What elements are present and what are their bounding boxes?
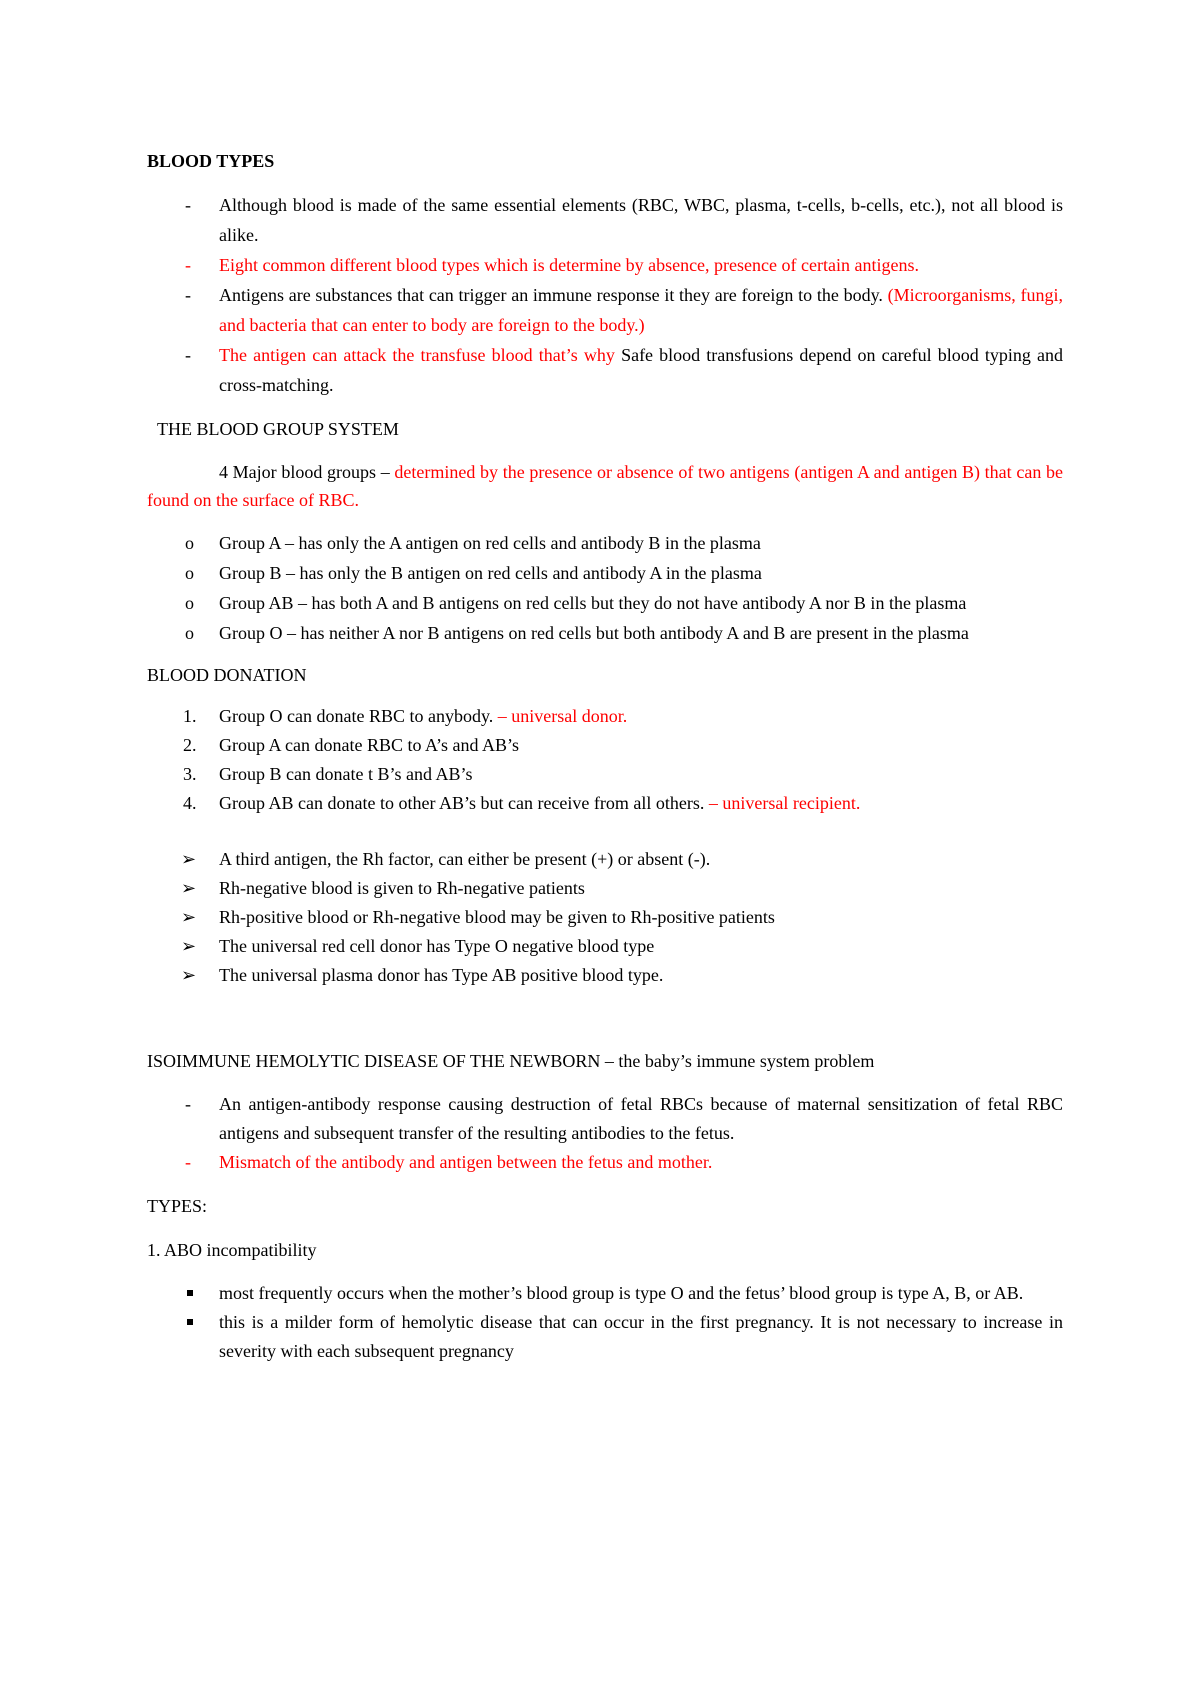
dash-marker: -: [185, 195, 191, 215]
list-item: [147, 588, 1063, 618]
item-red-text: – universal recipient.: [708, 793, 861, 813]
group-system-intro: [147, 458, 1063, 514]
item-text: Group O – has neither A nor B antigens on red cells but both antibody A and B are present in the plasma: [219, 623, 969, 643]
item-text: Group B can donate t B’s and AB’s: [219, 764, 473, 784]
circle-marker: o: [185, 593, 194, 613]
group-system-heading: THE BLOOD GROUP SYSTEM: [157, 419, 399, 439]
list-item: [147, 731, 1063, 760]
list-item: [147, 618, 1063, 648]
dash-marker: -: [185, 285, 191, 305]
item-red-text: (Microorganisms, fungi, and bacteria that can enter to body are foreign to the body.): [219, 285, 1063, 335]
item-text: Rh-positive blood or Rh-negative blood may be given to Rh-positive patients: [219, 907, 775, 927]
item-text: Group AB – has both A and B antigens on red cells but they do not have antibody A nor B in the plasma: [219, 593, 967, 613]
arrow-bullet-icon: ➢: [181, 907, 197, 927]
dash-marker: -: [185, 345, 191, 365]
item-red-text: Mismatch of the antibody and antigen between the fetus and mother.: [219, 1152, 713, 1172]
item-text: this is a milder form of hemolytic disease that can occur in the first pregnancy. It is not necessary to increase in severity with each subsequent pregnancy: [219, 1312, 1063, 1361]
intro-lead: 4 Major blood groups –: [219, 462, 395, 482]
donation-list: [147, 702, 1063, 818]
item-text: A third antigen, the Rh factor, can either be present (+) or absent (-).: [219, 849, 711, 869]
dash-marker: -: [185, 1094, 191, 1114]
list-item: [147, 1148, 1063, 1177]
number-marker: 3.: [183, 764, 197, 784]
item-text: Although blood is made of the same essential elements (RBC, WBC, plasma, t-cells, b-cells, etc.), not all blood is alike.: [219, 195, 1063, 245]
blood-types-heading: BLOOD TYPES: [147, 151, 275, 171]
item-text: Rh-negative blood is given to Rh-negative patients: [219, 878, 585, 898]
arrow-bullet-icon: ➢: [181, 878, 197, 898]
dash-marker: -: [185, 255, 191, 275]
circle-marker: o: [185, 533, 194, 553]
item-text: An antigen-antibody response causing destruction of fetal RBCs because of maternal sensitization of fetal RBC antigens and subsequent transfer of the resulting antibodies to the fetus.: [219, 1094, 1063, 1143]
circle-marker: o: [185, 623, 194, 643]
item-text: Group B – has only the B antigen on red cells and antibody A in the plasma: [219, 563, 762, 583]
arrow-bullet-icon: ➢: [181, 849, 197, 869]
types-label: TYPES:: [147, 1196, 208, 1216]
square-bullet-icon: [187, 1279, 209, 1308]
blood-types-list: [147, 190, 1063, 400]
list-item: [147, 528, 1063, 558]
list-item: [147, 961, 1063, 990]
list-item: [147, 190, 1063, 250]
item-text: Group O can donate RBC to anybody.: [219, 706, 498, 726]
dash-marker: -: [185, 1152, 191, 1172]
list-item: [147, 760, 1063, 789]
arrow-bullet-icon: ➢: [181, 965, 197, 985]
list-item: [147, 1279, 1063, 1308]
square-bullet-icon: [187, 1308, 209, 1337]
intro-red-text: determined by the presence or absence of two antigens (antigen A and antigen B) that can be found on the surface of RBC.: [147, 462, 1063, 510]
list-item: [147, 789, 1063, 818]
item-text: The universal plasma donor has Type AB positive blood type.: [219, 965, 664, 985]
item-red-text: The antigen can attack the transfuse blood that’s why: [219, 345, 615, 365]
blood-groups-list: [147, 528, 1063, 648]
list-item: [147, 1090, 1063, 1148]
number-marker: 4.: [183, 793, 197, 813]
hdn-list: [147, 1090, 1063, 1177]
arrow-bullet-icon: ➢: [181, 936, 197, 956]
list-item: [147, 340, 1063, 400]
item-text: Eight common different blood types which is determine by absence, presence of certain antigens.: [219, 255, 919, 275]
number-marker: 1.: [183, 706, 197, 726]
blood-donation-heading: BLOOD DONATION: [147, 665, 307, 685]
list-item: [147, 280, 1063, 340]
item-text: Antigens are substances that can trigger an immune response it they are foreign to the body.: [219, 285, 883, 305]
item-text: The universal red cell donor has Type O negative blood type: [219, 936, 655, 956]
rh-factor-list: [147, 845, 1063, 990]
item-text: Group A – has only the A antigen on red cells and antibody B in the plasma: [219, 533, 761, 553]
list-item: [147, 558, 1063, 588]
item-text: Safe blood transfusions depend on careful blood typing and cross-matching.: [219, 345, 1064, 395]
list-item: [147, 702, 1063, 731]
list-item: [147, 903, 1063, 932]
item-text: Group A can donate RBC to A’s and AB’s: [219, 735, 520, 755]
item-red-text: – universal donor.: [497, 706, 628, 726]
list-item: [147, 845, 1063, 874]
number-marker: 2.: [183, 735, 197, 755]
list-item: [147, 874, 1063, 903]
item-text: most frequently occurs when the mother’s blood group is type O and the fetus’ blood group is type A, B, or AB.: [219, 1283, 1024, 1303]
abo-incompatibility-label: 1. ABO incompatibility: [147, 1240, 317, 1260]
item-text: Group AB can donate to other AB’s but can receive from all others.: [219, 793, 709, 813]
list-item: [147, 1308, 1063, 1366]
abo-list: [147, 1279, 1063, 1366]
list-item: [147, 250, 1063, 280]
circle-marker: o: [185, 563, 194, 583]
hdn-heading: ISOIMMUNE HEMOLYTIC DISEASE OF THE NEWBORN – the baby’s immune system problem: [147, 1051, 875, 1071]
list-item: [147, 932, 1063, 961]
